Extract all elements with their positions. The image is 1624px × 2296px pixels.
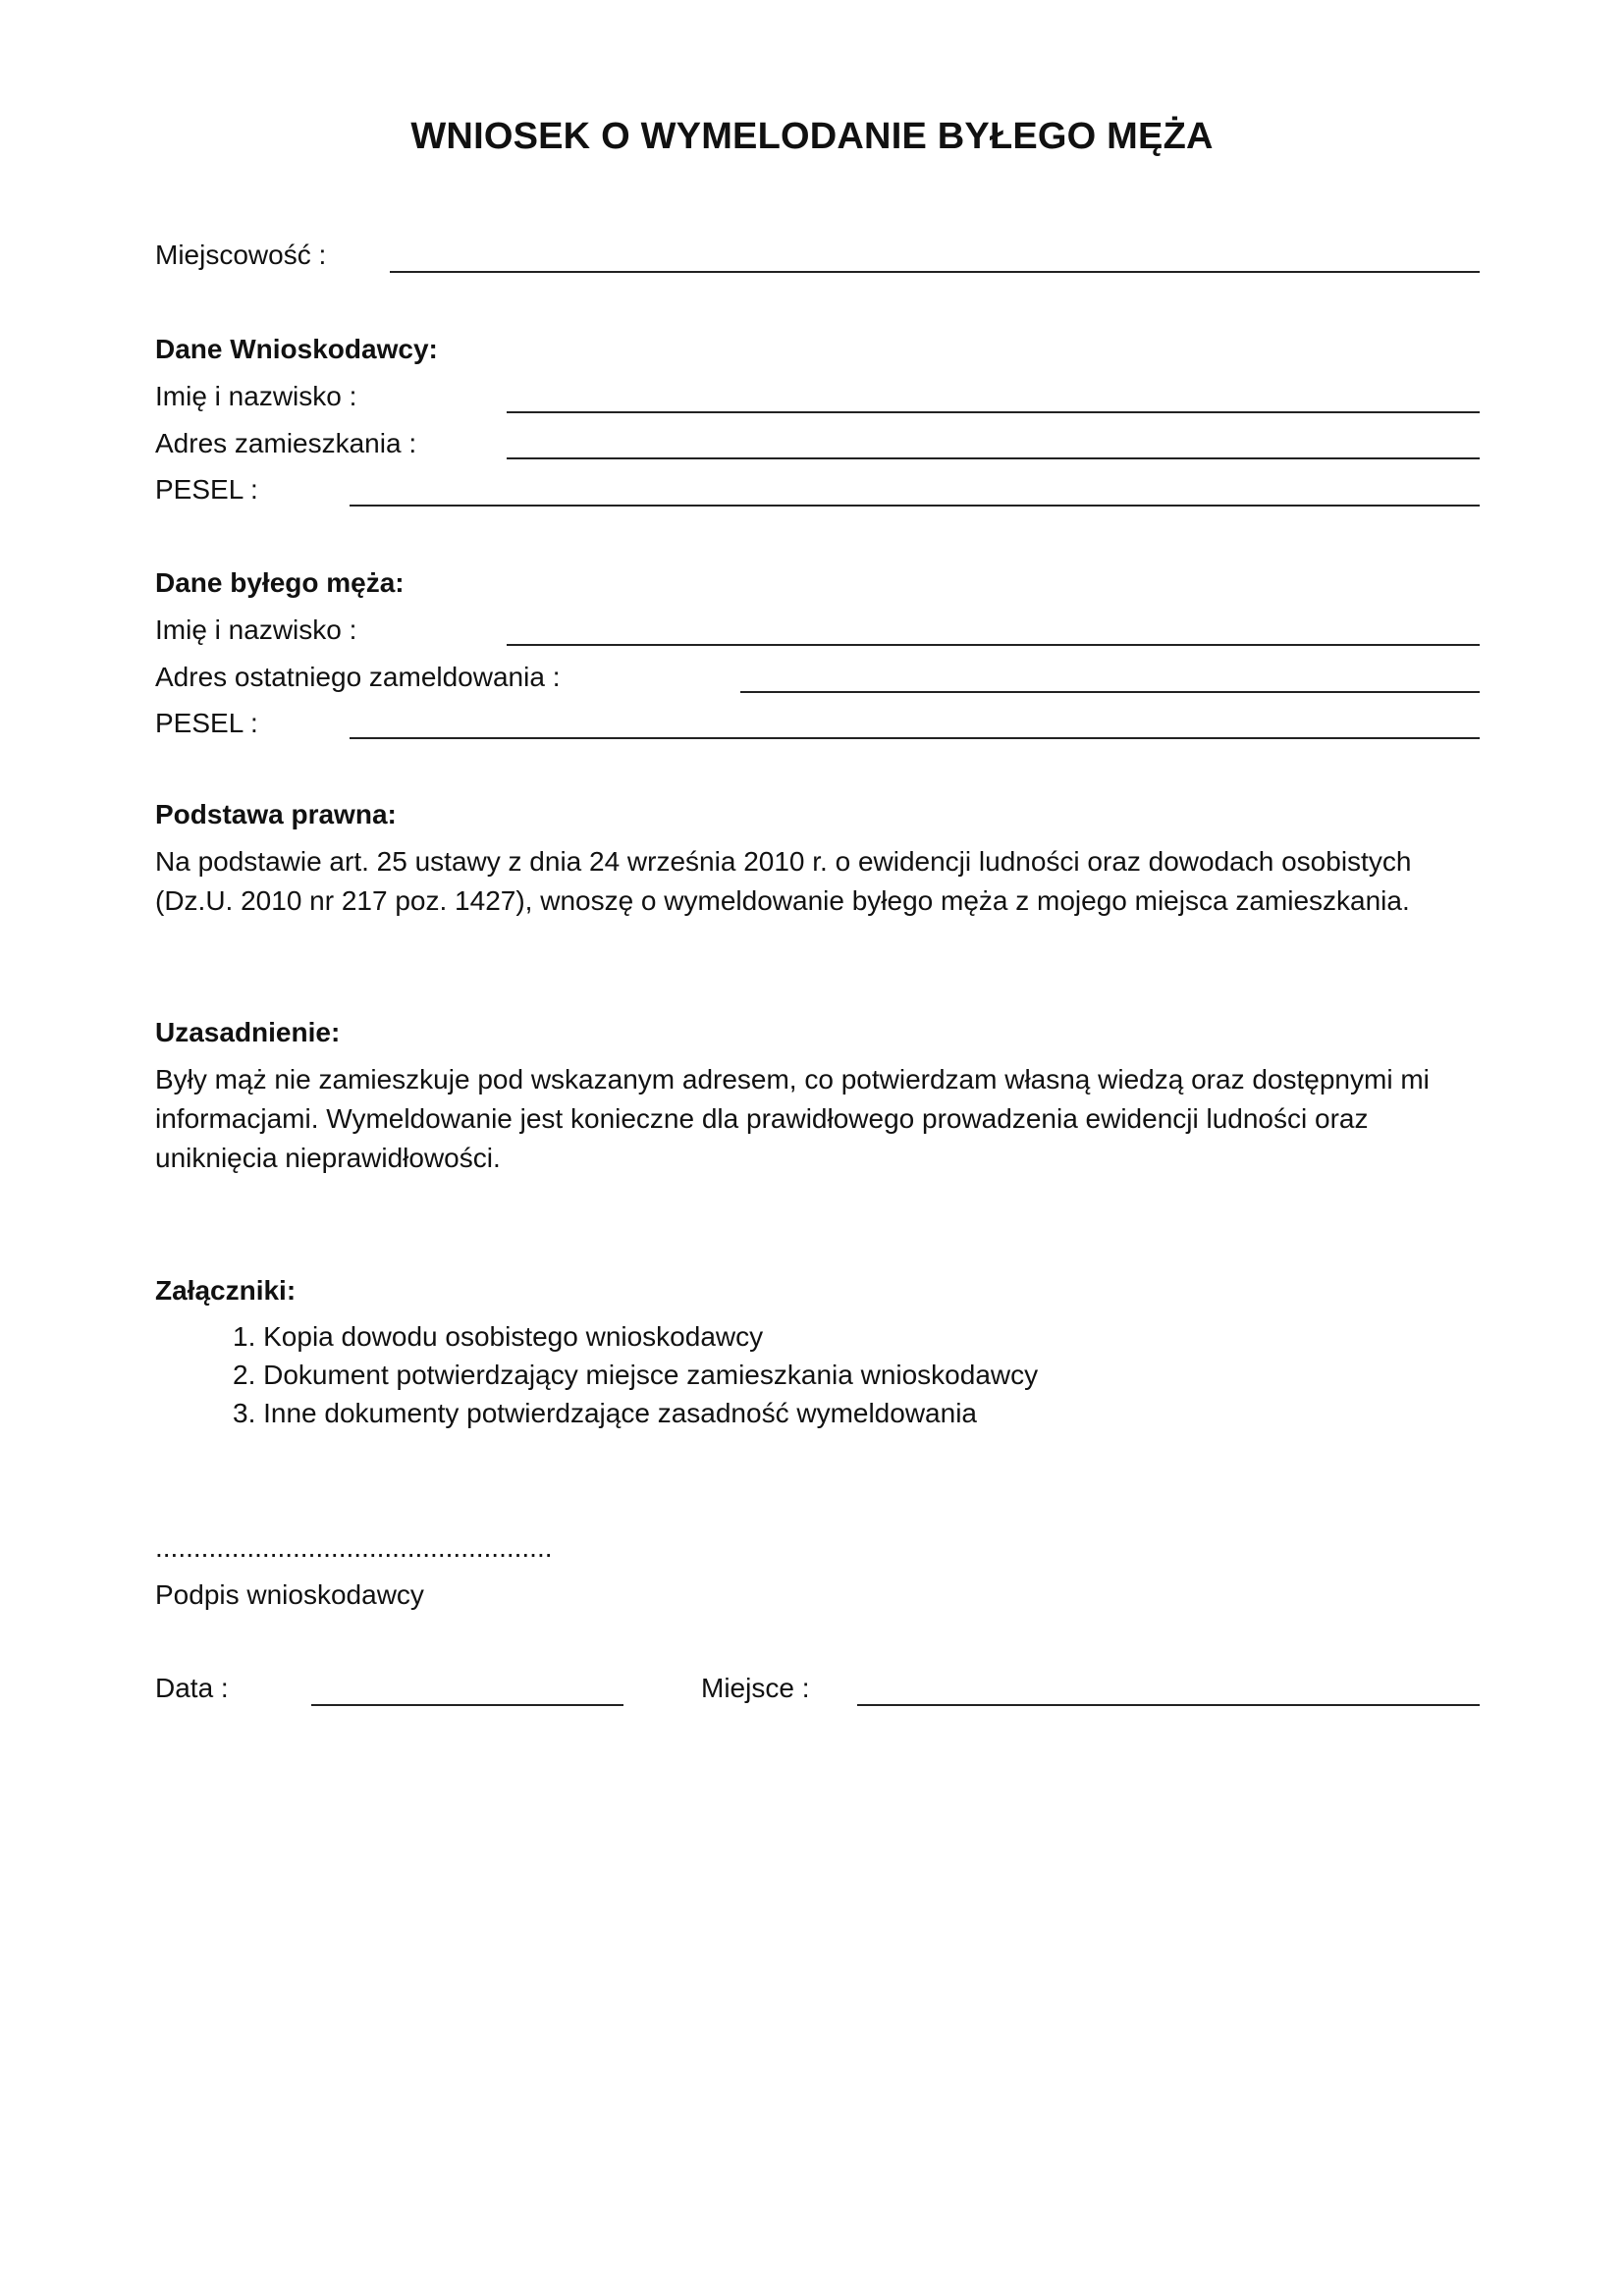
legal-basis-heading: Podstawa prawna: (155, 799, 397, 829)
place-field-line[interactable] (857, 1704, 1480, 1706)
ex-husband-name-field-line[interactable] (507, 644, 1480, 646)
signature-label: Podpis wnioskodawcy (155, 1579, 424, 1610)
ex-husband-pesel-label: PESEL : (155, 708, 258, 738)
applicant-name-field-line[interactable] (507, 411, 1480, 413)
signature-dots[interactable]: .................................................... (155, 1532, 553, 1563)
justification-line: Były mąż nie zamieszkuje pod wskazanym adresem, co potwierdzam własną wiedzą oraz dostępnymi mi (155, 1064, 1430, 1095)
ex-husband-address-field-line[interactable] (740, 691, 1480, 693)
attachment-item: 2. Dokument potwierdzający miejsce zamieszkania wnioskodawcy (233, 1360, 1039, 1390)
applicant-pesel-label: PESEL : (155, 474, 258, 505)
location-field-line[interactable] (390, 271, 1480, 273)
applicant-heading: Dane Wnioskodawcy: (155, 334, 438, 364)
attachment-item: 3. Inne dokumenty potwierdzające zasadność wymeldowania (233, 1398, 977, 1428)
ex-husband-name-label: Imię i nazwisko : (155, 614, 357, 645)
place-label: Miejsce : (701, 1673, 810, 1703)
date-label: Data : (155, 1673, 229, 1703)
legal-basis-line: (Dz.U. 2010 nr 217 poz. 1427), wnoszę o wymeldowanie byłego męża z mojego miejsca zamieszkania. (155, 885, 1410, 916)
applicant-pesel-field-line[interactable] (350, 505, 1480, 507)
document-title: WNIOSEK O WYMELODANIE BYŁEGO MĘŻA (410, 116, 1214, 157)
applicant-name-label: Imię i nazwisko : (155, 381, 357, 411)
ex-husband-address-label: Adres ostatniego zameldowania : (155, 662, 561, 692)
justification-heading: Uzasadnienie: (155, 1017, 341, 1047)
date-field-line[interactable] (311, 1704, 623, 1706)
applicant-address-field-line[interactable] (507, 457, 1480, 459)
applicant-address-label: Adres zamieszkania : (155, 428, 417, 458)
attachments-heading: Załączniki: (155, 1275, 297, 1306)
legal-basis-paragraph (155, 842, 1490, 921)
justification-paragraph (155, 1060, 1490, 1178)
ex-husband-heading: Dane byłego męża: (155, 567, 405, 598)
attachment-item: 1. Kopia dowodu osobistego wnioskodawcy (233, 1321, 764, 1352)
legal-basis-line: Na podstawie art. 25 ustawy z dnia 24 września 2010 r. o ewidencji ludności oraz dowodach osobistych (155, 846, 1412, 877)
justification-line: informacjami. Wymeldowanie jest konieczne dla prawidłowego prowadzenia ewidencji ludności oraz (155, 1103, 1369, 1134)
justification-line: uniknięcia nieprawidłowości. (155, 1143, 501, 1173)
ex-husband-pesel-field-line[interactable] (350, 737, 1480, 739)
location-label: Miejscowość : (155, 240, 327, 270)
